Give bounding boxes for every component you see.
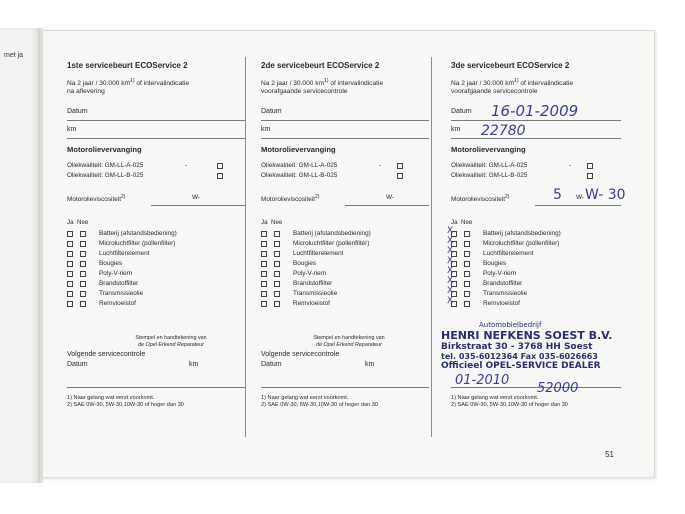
checklist-item-label: Microluchtfilter (pollenfilter): [293, 240, 370, 247]
column-subtitle: Na 2 jaar / 30.000 $km^{1)}$ of intervalindicatie na aflevering: [67, 78, 190, 96]
datum-line: [67, 120, 245, 121]
nee-checkbox[interactable]: [464, 291, 470, 297]
checklist-item-label: Poly-V-riem: [483, 270, 517, 277]
nee-checkbox[interactable]: [464, 231, 470, 237]
section-oil-change: Motorolievervanging: [451, 145, 526, 154]
handwritten-viscosity-number: 5: [553, 187, 562, 203]
stamp-note: Stempel en handtekening van de Opel Erkend Reparateur: [135, 335, 207, 348]
next-service-label: Volgende servicecontrole: [261, 351, 340, 358]
oil-quality-b: Oliekwaliteit: GM-LL-B-025: [451, 172, 611, 179]
viscosity-line: [151, 205, 245, 206]
handwritten-checkmarks: XX X X X X X X: [447, 226, 454, 306]
ja-checkbox[interactable]: [67, 241, 73, 247]
ja-checkbox[interactable]: [261, 261, 267, 267]
nee-checkbox[interactable]: [80, 281, 86, 287]
stamp-note: Stempel en handtekening van de Opel Erkend Reparateur: [313, 335, 385, 348]
checklist-item-label: Transmissieolie: [99, 290, 144, 297]
ja-checkbox[interactable]: [67, 231, 73, 237]
checklist-item-label: Transmissieolie: [483, 290, 528, 297]
km-line: [261, 138, 429, 139]
section-oil-change: Motorolievervanging: [261, 145, 336, 154]
next-service-label: Volgende servicecontrole: [67, 351, 146, 358]
footnotes: 1) Naar gelang wat eerst voorkomt. 2) SAE 0W-30, 5W-30,10W-30 of hoger dan 30: [451, 395, 568, 408]
yes-no-header: Ja Nee: [67, 219, 89, 226]
viscosity-field: Motorolieviscositeit$^{2)}$ W-: [451, 194, 585, 204]
km-line: [67, 138, 245, 139]
footnotes: 1) Naar gelang wat eerst voorkomt. 2) SAE 0W-30, 5W-30,10W-30 of hoger dan 30: [261, 395, 378, 408]
ja-checkbox[interactable]: [261, 301, 267, 307]
ja-checkbox[interactable]: [261, 231, 267, 237]
next-service-km: km: [189, 361, 199, 368]
next-service-line: [67, 387, 245, 388]
ja-checkbox[interactable]: [67, 261, 73, 267]
checklist-item-label: Batterij (afstandsbediening): [293, 230, 371, 237]
checklist-item-label: Luchtfilterelement: [293, 250, 344, 257]
nee-checkbox[interactable]: [80, 301, 86, 307]
left-page-edge-text: met ja: [4, 52, 24, 59]
footnotes: 1) Naar gelang wat eerst voorkomt. 2) SAE 0W-30, 5W-30,10W-30 of hoger dan 30: [67, 395, 184, 408]
oil-a-checkbox[interactable]: [217, 163, 223, 169]
ja-checkbox[interactable]: [261, 251, 267, 257]
viscosity-line: [345, 205, 429, 206]
handwritten-next-date: 01-2010: [455, 373, 510, 388]
oil-quality-a: Oliekwaliteit: GM-LL-A-025 -: [451, 162, 611, 169]
checklist-item-label: Luchtfilterelement: [99, 250, 150, 257]
nee-checkbox[interactable]: [80, 261, 86, 267]
nee-checkbox[interactable]: [464, 241, 470, 247]
nee-checkbox[interactable]: [274, 231, 280, 237]
datum-label: Datum: [261, 108, 282, 115]
viscosity-line: [535, 205, 621, 206]
datum-line: [451, 120, 621, 121]
nee-checkbox[interactable]: [274, 281, 280, 287]
checklist-item-label: Remvloeistof: [99, 300, 136, 307]
checklist-item-label: Batterij (afstandsbediening): [99, 230, 177, 237]
oil-b-checkbox[interactable]: [587, 173, 593, 179]
handwritten-date: 16-01-2009: [491, 102, 579, 120]
checklist-item-label: Microluchtfilter (pollenfilter): [99, 240, 176, 247]
oil-a-checkbox[interactable]: [397, 163, 403, 169]
checklist-item-label: Microluchtfilter (pollenfilter): [483, 240, 560, 247]
service-column-2: [245, 31, 429, 441]
nee-checkbox[interactable]: [80, 271, 86, 277]
nee-checkbox[interactable]: [274, 271, 280, 277]
nee-checkbox[interactable]: [464, 271, 470, 277]
km-label: km: [261, 126, 271, 133]
checklist-item-label: Transmissieolie: [293, 290, 338, 297]
checklist-item-label: Brandstoffilter: [483, 280, 523, 287]
column-subtitle: Na 2 jaar / 30.000 $km^{1)}$ of intervalindicatie voorafgaande servicecontrole: [451, 78, 574, 96]
handwritten-viscosity-w: W- 30: [585, 187, 626, 203]
ja-checkbox[interactable]: [261, 241, 267, 247]
checklist-item-label: Poly-V-riem: [293, 270, 327, 277]
column-title: 3de servicebeurt ECOService 2: [451, 61, 570, 70]
checklist-item-label: Brandstoffilter: [99, 280, 139, 287]
nee-checkbox[interactable]: [274, 291, 280, 297]
column-title: 2de servicebeurt ECOService 2: [261, 61, 380, 70]
next-service-datum: Datum: [261, 361, 282, 368]
yes-no-header: Ja Nee: [261, 219, 283, 226]
column-subtitle: Na 2 jaar / 30.000 $km^{1)}$ of intervalindicatie voorafgaande servicecontrole: [261, 78, 384, 96]
service-booklet-page: [42, 30, 655, 478]
ja-checkbox[interactable]: [67, 251, 73, 257]
nee-checkbox[interactable]: [274, 251, 280, 257]
oil-b-checkbox[interactable]: [397, 173, 403, 179]
km-label: km: [67, 126, 77, 133]
nee-checkbox[interactable]: [464, 281, 470, 287]
checklist-item-label: Poly-V-riem: [99, 270, 133, 277]
nee-checkbox[interactable]: [274, 301, 280, 307]
nee-checkbox[interactable]: [274, 241, 280, 247]
ja-checkbox[interactable]: [261, 281, 267, 287]
nee-checkbox[interactable]: [464, 301, 470, 307]
nee-checkbox[interactable]: [80, 241, 86, 247]
nee-checkbox[interactable]: [464, 261, 470, 267]
nee-checkbox[interactable]: [80, 291, 86, 297]
checklist-item-label: Bougies: [483, 260, 507, 267]
datum-label: Datum: [67, 108, 88, 115]
checklist-item-label: Batterij (afstandsbediening): [483, 230, 561, 237]
column-divider: [431, 57, 432, 437]
nee-checkbox[interactable]: [274, 261, 280, 267]
checklist-item-label: Remvloeistof: [483, 300, 520, 307]
oil-quality-a: Oliekwaliteit: GM-LL-A-025 -: [67, 162, 227, 169]
service-column-3: [435, 31, 645, 441]
left-page: [0, 28, 39, 483]
ja-checkbox[interactable]: [67, 281, 73, 287]
column-title: 1ste servicebeurt ECOService 2: [67, 61, 188, 70]
datum-line: [261, 120, 429, 121]
dealer-stamp: Automobielbedrijf HENRI NEFKENS SOEST B.V. Birkstraat 30 - 3768 HH Soest tel. 035-6012364 Fax 035-6026663 Officieel OPEL-SERVICE DEALER: [441, 321, 613, 371]
service-column-1: [51, 31, 241, 441]
checklist-item-label: Bougies: [293, 260, 317, 267]
viscosity-field: Motorolieviscositeit$^{2)}$ W-: [67, 194, 201, 204]
next-service-km: km: [365, 361, 375, 368]
next-service-line: [261, 387, 429, 388]
handwritten-km: 22780: [481, 123, 526, 139]
checklist-item-label: Brandstoffilter: [293, 280, 333, 287]
ja-checkbox[interactable]: [67, 301, 73, 307]
ja-checkbox[interactable]: [67, 271, 73, 277]
ja-checkbox[interactable]: [67, 291, 73, 297]
oil-a-checkbox[interactable]: [587, 163, 593, 169]
next-service-datum: Datum: [67, 361, 88, 368]
checklist-item-label: Luchtfilterelement: [483, 250, 534, 257]
section-oil-change: Motorolievervanging: [67, 145, 142, 154]
km-label: km: [451, 126, 461, 133]
handwritten-next-km: 52000: [537, 381, 579, 396]
km-line: [451, 138, 621, 139]
oil-quality-b: Oliekwaliteit: GM-LL-B-025: [261, 172, 421, 179]
viscosity-field: Motorolieviscositeit$^{2)}$ W-: [261, 194, 395, 204]
ja-checkbox[interactable]: [261, 271, 267, 277]
nee-checkbox[interactable]: [80, 251, 86, 257]
nee-checkbox[interactable]: [80, 231, 86, 237]
page-number: 51: [605, 450, 614, 459]
ja-checkbox[interactable]: [261, 291, 267, 297]
checklist-item-label: Remvloeistof: [293, 300, 330, 307]
checklist-item-label: Bougies: [99, 260, 123, 267]
oil-quality-b: Oliekwaliteit: GM-LL-B-025: [67, 172, 227, 179]
nee-checkbox[interactable]: [464, 251, 470, 257]
oil-b-checkbox[interactable]: [217, 173, 223, 179]
oil-quality-a: Oliekwaliteit: GM-LL-A-025 -: [261, 162, 421, 169]
yes-no-header: Ja Nee: [451, 219, 473, 226]
datum-label: Datum: [451, 108, 472, 115]
